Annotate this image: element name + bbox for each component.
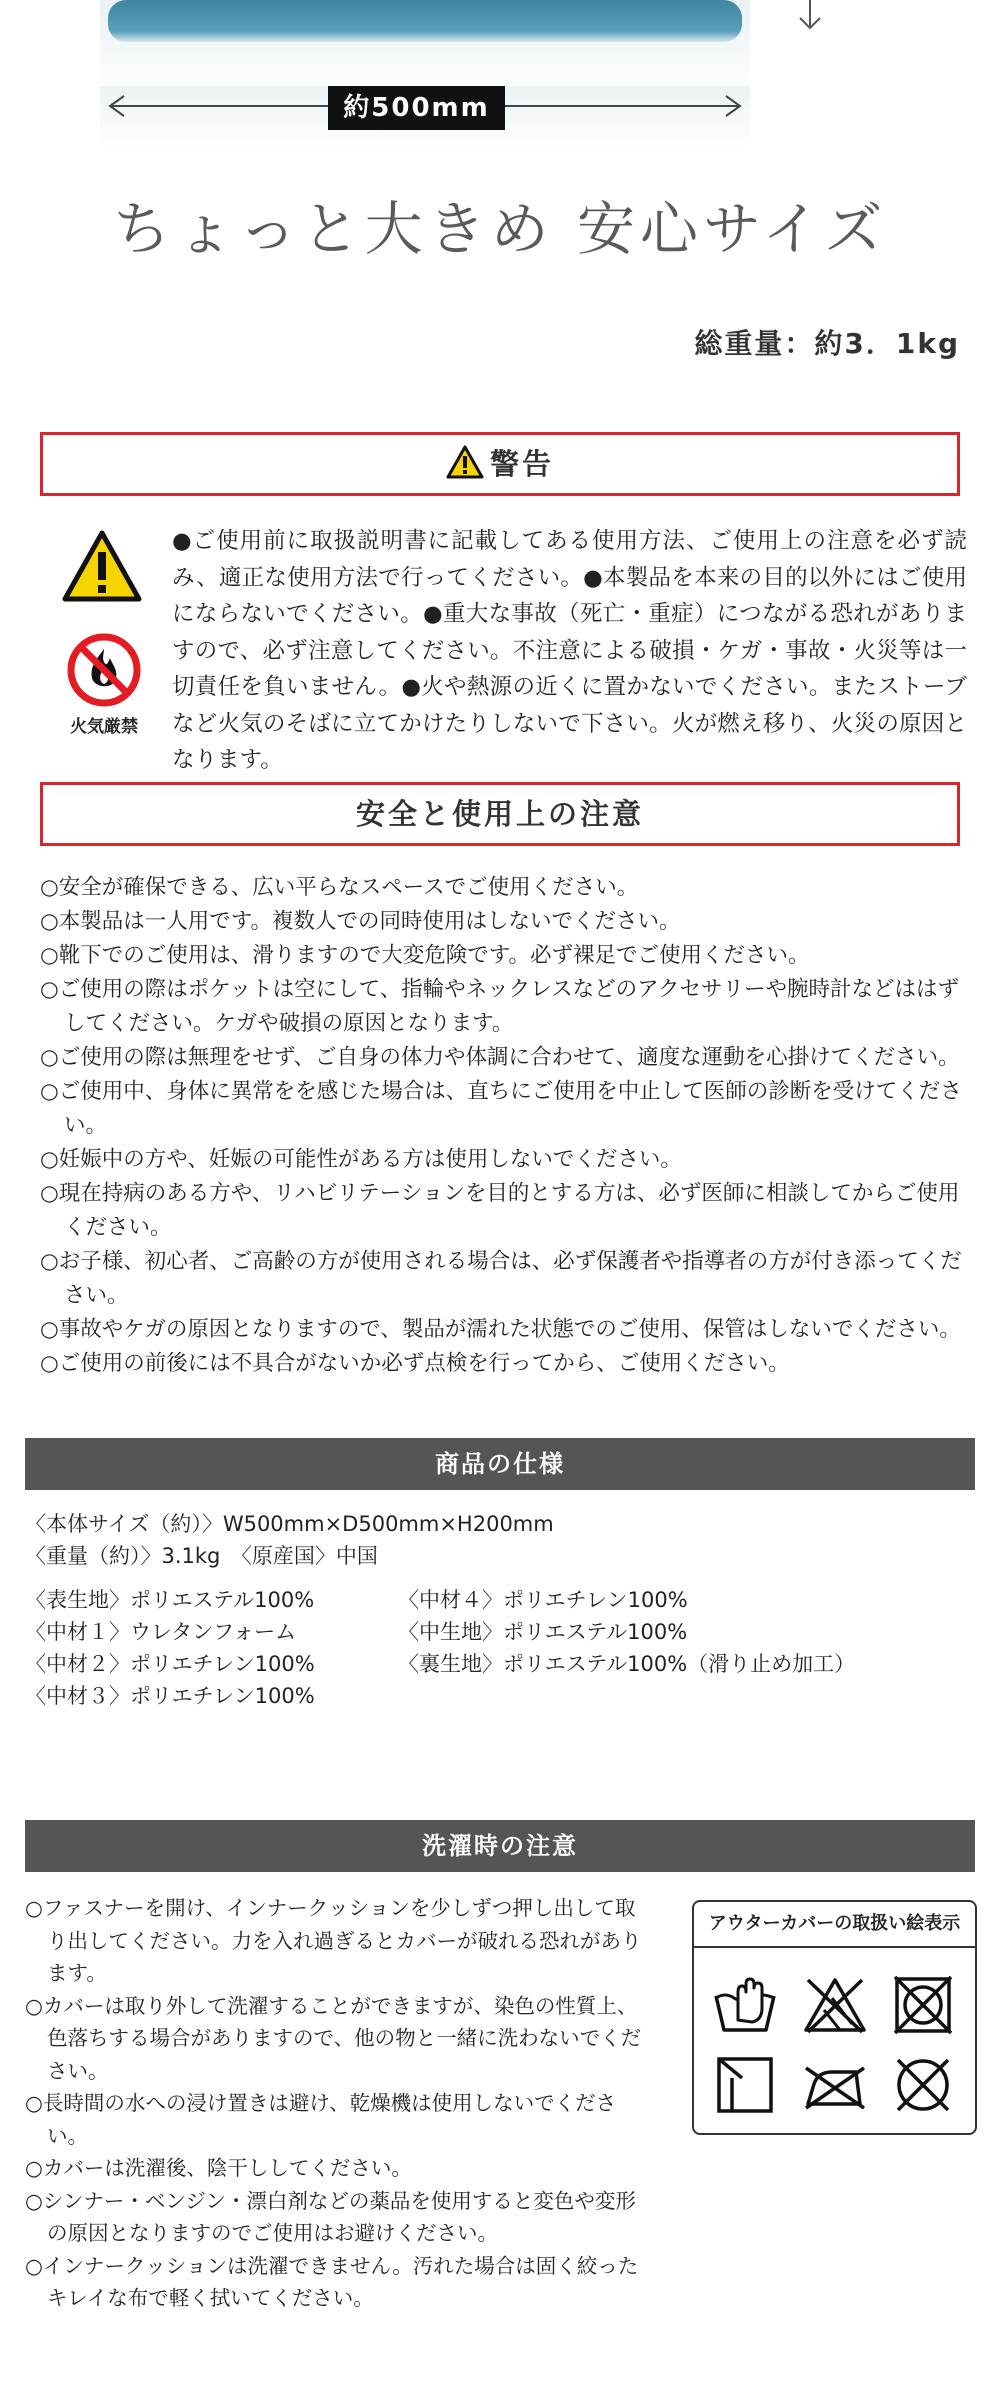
spec-material: 〈中材２〉ポリエチレン100% [25,1652,315,1676]
warning-text: ●ご使用前に取扱説明書に記載してある使用方法、ご使用上の注意を必ず読み、適正な使用方法で行ってください。●本製品を本来の目的以外にはご使用にならないでください。●重大な事故（死亡・重症）につながる恐れがありますので、必ず注意してください。不注意による破損・ケガ・事故・火災等は一切責任を負いません。●火や熱源の近くに置かないでください。またストーブなど火気のそばに立てかけたりしないで下さい。火が燃え移り、火災の原因となります。 [172,528,967,773]
safety-item: ○靴下でのご使用は、滑りますので大変危険です。必ず裸足でご使用ください。 [40,943,810,968]
safety-item: ○ご使用の際はポケットは空にして、指輪やネックレスなどのアクセサリーや腕時計などははずしてください。ケガや破損の原因となります。 [40,977,959,1036]
spec-material: 〈裏生地〉ポリエステル100%（滑り止め加工） [398,1652,856,1676]
down-arrow-icon [795,0,825,34]
washing-item: ○シンナー・ベンジン・漂白剤などの薬品を使用すると変色や変形の原因となりますのでご使用はお避けください。 [25,2188,636,2245]
safety-item: ○ご使用中、身体に異常をを感じた場合は、直ちにご使用を中止して医師の診断を受けてください。 [40,1079,962,1138]
washing-item: ○長時間の水への浸け置きは避け、乾燥機は使用しないでください。 [25,2091,617,2148]
safety-item: ○現在持病のある方や、リハビリテーションを目的とする方は、必ず医師に相談してからご使用ください。 [40,1181,960,1240]
washing-item: ○ファスナーを開け、インナークッションを少しずつ押し出して取り出してください。力を入れ過ぎるとカバーが破れる恐れがあります。 [25,1896,642,1985]
safety-item: ○事故やケガの原因となりますので、製品が濡れた状態でのご使用、保管はしないでください。 [40,1317,961,1342]
headline: ちょっと大きめ 安心サイズ [112,195,888,263]
no-fire-icon [66,632,142,708]
hand-wash-icon [712,1974,778,2036]
shade-dry-icon [712,2054,778,2116]
spec-materials-right [398,1584,855,1680]
spec-material: 〈中材１〉ウレタンフォーム [25,1620,297,1644]
washing-list [25,1892,655,2315]
spec-material: 〈中材３〉ポリエチレン100% [25,1684,315,1708]
washing-item: ○インナークッションは洗濯できません。汚れた場合は固く絞ったキレイな布で軽く拭いてください。 [25,2253,639,2310]
safety-item: ○妊娠中の方や、妊娠の可能性がある方は使用しないでください。 [40,1147,682,1172]
caution-icon [62,530,142,602]
care-label-panel [692,1900,977,2135]
warning-header [40,432,960,496]
safety-item: ○お子様、初心者、ご高齢の方が使用される場合は、必ず保護者や指導者の方が付き添ってください。 [40,1249,962,1308]
spec-material: 〈表生地〉ポリエステル100% [25,1588,315,1612]
safety-item: ○ご使用の際は無理をせず、ご自身の体力や体調に合わせて、適度な運動を心掛けてください。 [40,1045,960,1070]
spec-size: 〈本体サイズ（約）〉W500mm×D500mm×H200mm [25,1512,554,1536]
no-fire-label: 火気厳禁 [70,717,138,737]
spec-material: 〈中生地〉ポリエステル100% [398,1620,688,1644]
no-iron-icon [802,2054,868,2116]
spec-material: 〈中材４〉ポリエチレン100% [398,1588,688,1612]
no-dry-clean-icon [890,2054,956,2116]
washing-item: ○カバーは取り外して洗濯することができますが、染色の性質上、色落ちする場合がありますので、他の物と一緒に洗わないでください。 [25,1993,642,2083]
safety-list [40,871,975,1381]
safety-item: ○ご使用の前後には不具合がないか必ず点検を行ってから、ご使用ください。 [40,1351,790,1376]
warning-triangle-icon [446,445,484,479]
total-weight: 総重量：約3．1kg [694,327,960,360]
washing-item: ○カバーは洗濯後、陰干ししてください。 [25,2156,412,2180]
safety-item: ○本製品は一人用です。複数人での同時使用はしないでください。 [40,909,681,934]
washing-header: 洗濯時の注意 [25,1820,975,1872]
safety-header: 安全と使用上の注意 [40,782,960,846]
safety-item: ○安全が確保できる、広い平らなスペースでご使用ください。 [40,875,639,900]
dimension-label: 約500mm [328,86,505,130]
spec-weight-origin: 〈重量（約）〉3.1kg 〈原産国〉中国 [25,1544,378,1568]
specs-header: 商品の仕様 [25,1438,975,1490]
no-bleach-icon [802,1974,868,2036]
warning-title: 警告 [489,447,554,481]
care-label-title: アウターカバーの取扱い絵表示 [694,1902,975,1948]
spec-materials-left [25,1584,315,1712]
no-tumble-dry-icon [890,1974,956,2036]
